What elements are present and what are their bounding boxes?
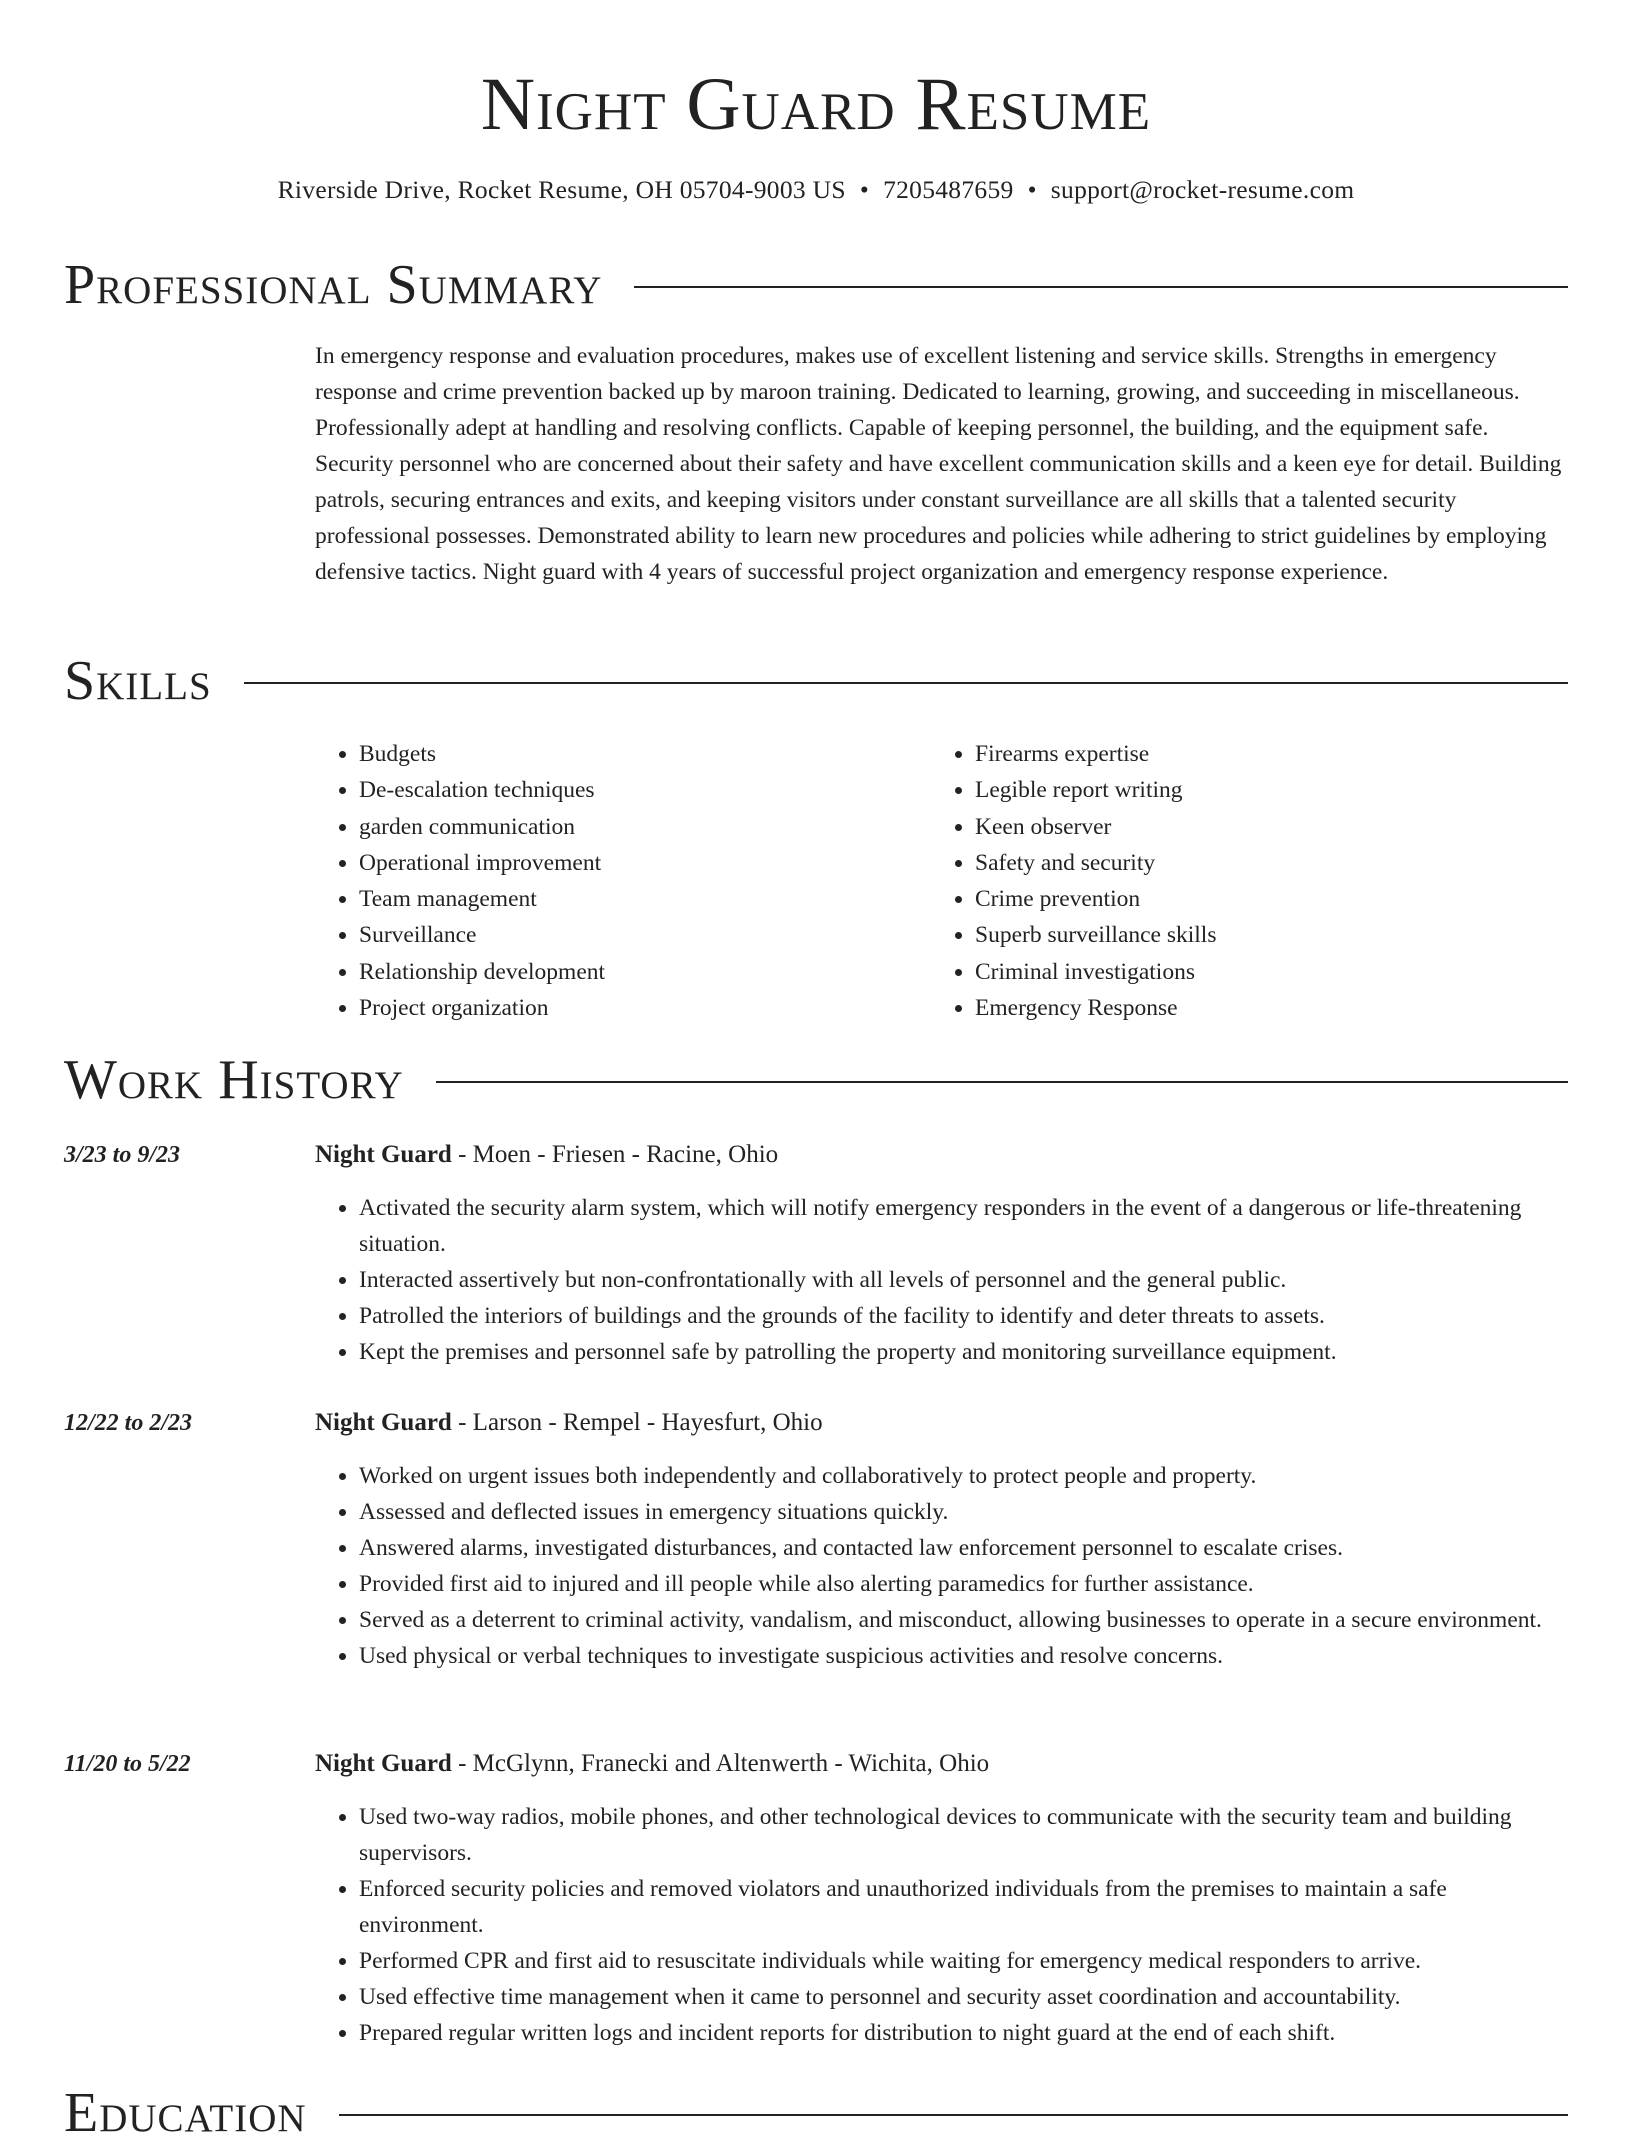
- skill-item: • Project organization: [359, 990, 931, 1026]
- resume-title: Night Guard Resume: [480, 63, 1152, 146]
- section-divider: [436, 1081, 1568, 1083]
- job-duty: • Kept the premises and personnel safe by patrolling the property and monitoring surveillance equipment.: [359, 1334, 1569, 1370]
- skill-item: • Legible report writing: [975, 772, 1547, 808]
- job-duty: • Served as a deterrent to criminal activity, vandalism, and misconduct, allowing businesses to operate in a secure environment.: [359, 1602, 1569, 1638]
- job-dates: 12/22 to 2/23: [64, 1410, 193, 1436]
- section-header-summary: [64, 250, 1568, 320]
- skills-column-left: [315, 736, 931, 1026]
- section-divider: [244, 682, 1568, 684]
- job-duties: [315, 1190, 1569, 1370]
- skills-column-right: [931, 736, 1547, 1026]
- section-header-education: [64, 2078, 1568, 2148]
- section-title-work-history: Work History: [64, 1049, 404, 1111]
- skill-item: • Budgets: [359, 736, 931, 772]
- job-duty: • Activated the security alarm system, which will notify emergency responders in the event of a dangerous or life-threatening situation.: [359, 1190, 1569, 1262]
- job-duty: • Interacted assertively but non-confrontationally with all levels of personnel and the general public.: [359, 1262, 1569, 1298]
- skill-item: • De-escalation techniques: [359, 772, 931, 808]
- job-title-line: [315, 1405, 823, 1441]
- job-duty: • Provided first aid to injured and ill people while also alerting paramedics for further assistance.: [359, 1566, 1569, 1602]
- job-dates: 3/23 to 9/23: [64, 1142, 181, 1168]
- job-duty: • Prepared regular written logs and incident reports for distribution to night guard at the end of each shift.: [359, 2015, 1569, 2051]
- job-role: Night Guard: [315, 1409, 452, 1436]
- job-duties: [315, 1799, 1569, 2051]
- skill-item: • Team management: [359, 881, 931, 917]
- skill-item: • garden communication: [359, 809, 931, 845]
- job-employer: - McGlynn, Franecki and Altenwerth - Wichita, Ohio: [451, 1750, 990, 1777]
- skill-item: • Relationship development: [359, 954, 931, 990]
- job-employer: - Larson - Rempel - Hayesfurt, Ohio: [451, 1409, 823, 1436]
- contact-separator: •: [1027, 175, 1037, 204]
- job-duty: • Used effective time management when it came to personnel and security asset coordination and accountability.: [359, 1979, 1569, 2015]
- email-address: support@rocket-resume.com: [1050, 175, 1355, 204]
- job-duty: • Worked on urgent issues both independently and collaboratively to protect people and property.: [359, 1458, 1569, 1494]
- skill-item: • Surveillance: [359, 917, 931, 953]
- section-title-education: Education: [64, 2082, 307, 2144]
- job-duties: [315, 1458, 1569, 1674]
- contact-separator: •: [859, 175, 870, 204]
- job-duty: • Patrolled the interiors of buildings and the grounds of the facility to identify and deter threats to assets.: [359, 1298, 1569, 1334]
- section-title-summary: Professional Summary: [64, 254, 603, 316]
- job-duty: • Assessed and deflected issues in emergency situations quickly.: [359, 1494, 1569, 1530]
- section-header-skills: [64, 646, 1568, 716]
- job-duty: • Performed CPR and first aid to resuscitate individuals while waiting for emergency medical responders to arrive.: [359, 1943, 1569, 1979]
- skill-item: • Safety and security: [975, 845, 1547, 881]
- skills-list: [315, 736, 1569, 1026]
- job-title-line: [315, 1137, 778, 1173]
- skill-item: • Superb surveillance skills: [975, 917, 1547, 953]
- job-duty: • Used two-way radios, mobile phones, and other technological devices to communicate with the security team and building supervisors.: [359, 1799, 1569, 1871]
- skill-item: • Operational improvement: [359, 845, 931, 881]
- skill-item: • Keen observer: [975, 809, 1547, 845]
- section-divider: [634, 286, 1568, 288]
- skill-item: • Criminal investigations: [975, 954, 1547, 990]
- job-duty: • Used physical or verbal techniques to investigate suspicious activities and resolve concerns.: [359, 1638, 1569, 1674]
- skill-item: • Firearms expertise: [975, 736, 1547, 772]
- job-employer: - Moen - Friesen - Racine, Ohio: [451, 1141, 779, 1168]
- summary-text: In emergency response and evaluation procedures, makes use of excellent listening and service skills. Strengths in emergency response and crime prevention backed up by maroon training. Dedicated to learning, growing, and succeeding in miscellaneous. Professionally adept at handling and resolving conflicts. Capable of keeping personnel, the building, and the equipment safe. Security personnel who are concerned about their safety and have excellent communication skills and a keen eye for detail. Building patrols, securing entrances and exits, and keeping visitors under constant surveillance are all skills that a talented security professional possesses. Demonstrated ability to learn new procedures and policies while adhering to strict guidelines by employing defensive tactics. Night guard with 4 years of successful project organization and emergency response experience.: [315, 343, 1562, 585]
- skill-item: • Emergency Response: [975, 990, 1547, 1026]
- job-role: Night Guard: [315, 1750, 452, 1777]
- job-role: Night Guard: [315, 1141, 452, 1168]
- job-duty: • Answered alarms, investigated disturbances, and contacted law enforcement personnel to escalate crises.: [359, 1530, 1569, 1566]
- contact-line: [0, 172, 1632, 208]
- job-dates: 11/20 to 5/22: [64, 1751, 191, 1777]
- skill-item: • Crime prevention: [975, 881, 1547, 917]
- address: Riverside Drive, Rocket Resume, OH 05704-9003 US: [277, 175, 846, 204]
- section-divider: [339, 2114, 1568, 2116]
- section-header-work-history: [64, 1045, 1568, 1115]
- job-duty: • Enforced security policies and removed violators and unauthorized individuals from the premises to maintain a safe environment.: [359, 1871, 1569, 1943]
- section-title-skills: Skills: [64, 650, 212, 712]
- phone-number: 7205487659: [883, 175, 1014, 204]
- job-title-line: [315, 1746, 989, 1782]
